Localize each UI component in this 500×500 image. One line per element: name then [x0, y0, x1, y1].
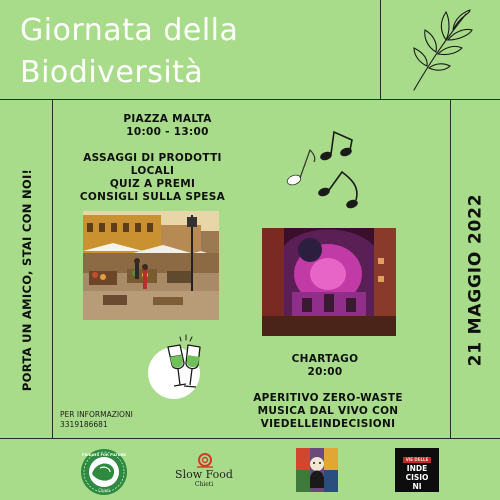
market-square-photo: [83, 211, 219, 320]
title-line-1: Giornata della: [20, 13, 239, 48]
slow-food-city: Chieti: [194, 481, 214, 488]
fff-name: FRIDAYS FOR FUTURE: [82, 453, 126, 457]
poster-title: [20, 10, 375, 94]
title-line-2: Biodiversità: [20, 55, 204, 90]
event1-activity: QUIZ A PREMI: [109, 178, 196, 190]
event2-activity: VIEDELLEINDECISIONI: [260, 418, 396, 430]
fff-city: Chieti: [98, 488, 110, 493]
divider-bottom: [0, 438, 500, 439]
chartago-logo: [296, 448, 338, 492]
chartago-interior-photo: [262, 228, 396, 336]
event1-activity: CONSIGLI SULLA SPESA: [79, 191, 226, 203]
event1-activities: [60, 152, 245, 204]
event1-location: [85, 113, 250, 139]
event2-activities: [228, 392, 428, 431]
band-line-3: NI: [412, 482, 422, 491]
leaf-branch-icon: [408, 6, 474, 94]
event1-place: PIAZZA MALTA: [123, 113, 212, 125]
wine-toast-icon: [148, 333, 228, 399]
event2-activity: APERITIVO ZERO-WASTE: [253, 392, 403, 404]
event2-time: 20:00: [307, 366, 343, 378]
band-line-2: CISIO: [405, 473, 429, 482]
divider-title: [380, 0, 381, 99]
contact-info: [60, 410, 170, 430]
viedelleindecisioni-logo: [395, 448, 439, 492]
slow-food-name: Slow Food: [175, 468, 233, 481]
divider-right: [450, 99, 451, 438]
event1-activity: ASSAGGI DI PRODOTTI: [83, 152, 222, 164]
event2-place: CHARTAGO: [291, 353, 359, 365]
event2-activity: MUSICA DAL VIVO CON: [257, 405, 399, 417]
event1-activity: LOCALI: [130, 165, 175, 177]
divider-left: [52, 99, 53, 438]
event1-time: 10:00 - 13:00: [126, 126, 209, 138]
side-slogan-text: PORTA UN AMICO, STAI CON NOI!: [20, 168, 34, 392]
event-date-text: 21 MAGGIO 2022: [465, 193, 485, 367]
divider-top: [0, 99, 500, 100]
contact-phone[interactable]: 3319186681: [60, 420, 108, 429]
event-date: [456, 170, 494, 390]
fridays-for-future-logo: [80, 448, 128, 496]
slow-food-logo: [168, 452, 240, 492]
band-line-1: INDE: [406, 464, 428, 473]
band-top-text: VIE DELLE: [403, 457, 431, 463]
snail-icon: [195, 452, 215, 468]
side-slogan: [14, 160, 40, 400]
event2-location: [250, 353, 400, 379]
contact-label: PER INFORMAZIONI: [60, 410, 133, 419]
music-notes-icon: [282, 128, 366, 210]
